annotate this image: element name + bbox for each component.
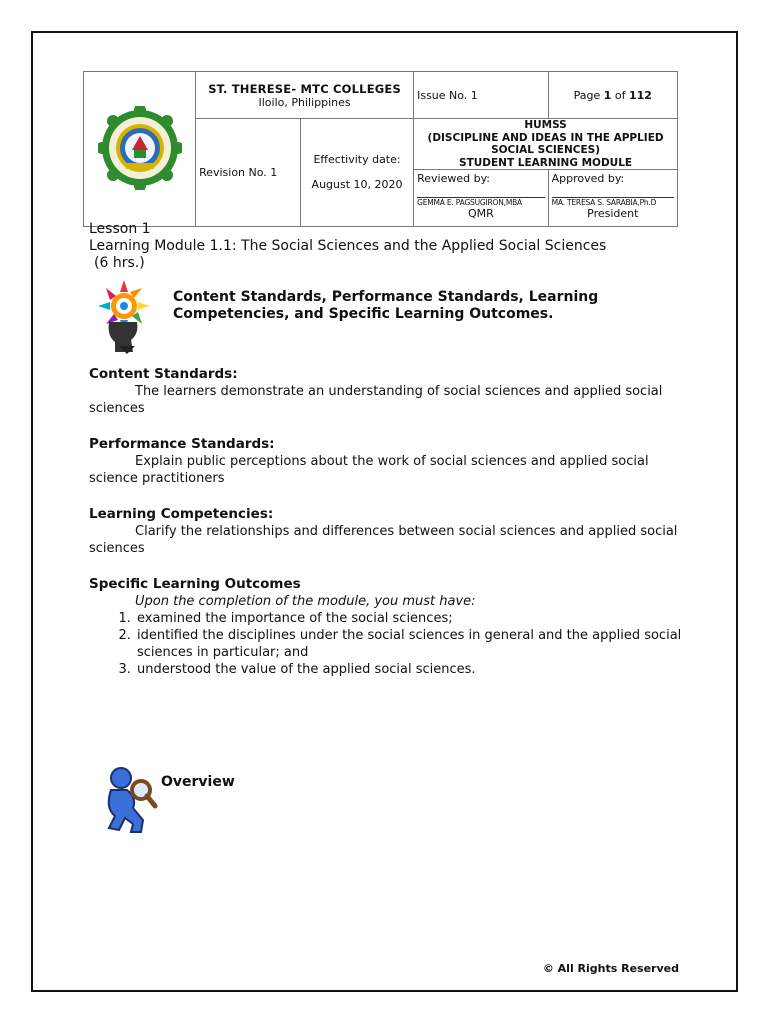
subject-cell <box>414 119 678 170</box>
page-of: of <box>611 88 629 102</box>
issue-number: Issue No. 1 <box>417 88 478 102</box>
list-item: 3. understood the value of the applied social sciences. <box>135 661 689 678</box>
school-cell <box>196 72 414 119</box>
reviewed-cell <box>414 170 548 227</box>
school-name: ST. THERESE- MTC COLLEGES <box>208 81 401 96</box>
copyright-footer: © All Rights Reserved <box>542 962 679 975</box>
specific-outcomes-intro: Upon the completion of the module, you must have: <box>135 594 476 609</box>
page-current: 1 <box>603 88 612 102</box>
approved-cell <box>548 170 677 227</box>
revision-number: Revision No. 1 <box>199 166 278 180</box>
specific-outcomes-list <box>89 610 689 678</box>
effectivity-label: Effectivity date: <box>313 153 401 167</box>
performance-standards-heading: Performance Standards: <box>89 436 275 452</box>
standards-heading-block <box>89 276 689 356</box>
content-standards-heading: Content Standards: <box>89 366 238 382</box>
reviewed-label: Reviewed by: <box>417 172 490 186</box>
module-title <box>89 238 689 272</box>
reviewer-title: QMR <box>467 207 494 221</box>
subject-line-2: (DISCIPLINE AND IDEAS IN THE APPLIED SOCIAL SCIENCES) <box>427 131 664 157</box>
performance-standards-text: Explain public perceptions about the work of social sciences and applied social science practitioners <box>89 454 649 486</box>
page-number-cell <box>548 72 677 119</box>
head-colorful-gears-icon <box>89 276 159 356</box>
specific-outcomes-heading: Specific Learning Outcomes <box>89 576 301 592</box>
learning-competencies-text: Clarify the relationships and differences between social sciences and applied social sciences <box>89 524 678 556</box>
page-prefix: Page <box>573 88 604 102</box>
logo-cell <box>84 72 196 227</box>
overview-label: Overview <box>161 774 235 790</box>
list-item: 2. identified the disciplines under the social sciences in general and the applied social sciences in particular; and <box>135 627 689 661</box>
standards-heading-line-2: Competencies, and Specific Learning Outcomes. <box>173 306 554 322</box>
subject-line-3: STUDENT LEARNING MODULE <box>459 156 633 169</box>
list-item: 1. examined the importance of the social sciences; <box>135 610 689 627</box>
reviewer-name: GEMMA E. PAGSUGIRON,MBA <box>417 197 544 207</box>
learning-competencies-heading: Learning Competencies: <box>89 506 274 522</box>
overview-section <box>97 764 297 834</box>
subject-line-1: HUMSS <box>524 119 567 131</box>
figure-magnifier-icon <box>97 764 167 834</box>
page-total: 112 <box>629 88 652 102</box>
lesson-label: Lesson 1 <box>89 221 151 237</box>
effectivity-cell <box>301 119 414 227</box>
approver-title: President <box>587 207 639 221</box>
approver-name: MA. TERESA S. SARABIA,Ph.D <box>552 197 674 207</box>
approved-label: Approved by: <box>551 172 625 186</box>
standards-heading <box>173 289 633 323</box>
module-title-line-2: (6 hrs.) <box>94 255 145 271</box>
lesson-content <box>89 221 689 678</box>
school-location: Iloilo, Philippines <box>258 95 351 109</box>
issue-cell <box>414 72 548 119</box>
module-title-line-1: Learning Module 1.1: The Social Sciences and the Applied Social Sciences <box>89 238 607 254</box>
school-seal-logo <box>98 106 182 190</box>
content-standards-text: The learners demonstrate an understanding of social sciences and applied social sciences <box>89 384 663 416</box>
document-header-table <box>83 71 678 227</box>
standards-heading-line-1: Content Standards, Performance Standards, Learning <box>173 289 599 305</box>
effectivity-date: August 10, 2020 <box>311 177 403 191</box>
revision-cell <box>196 119 301 227</box>
